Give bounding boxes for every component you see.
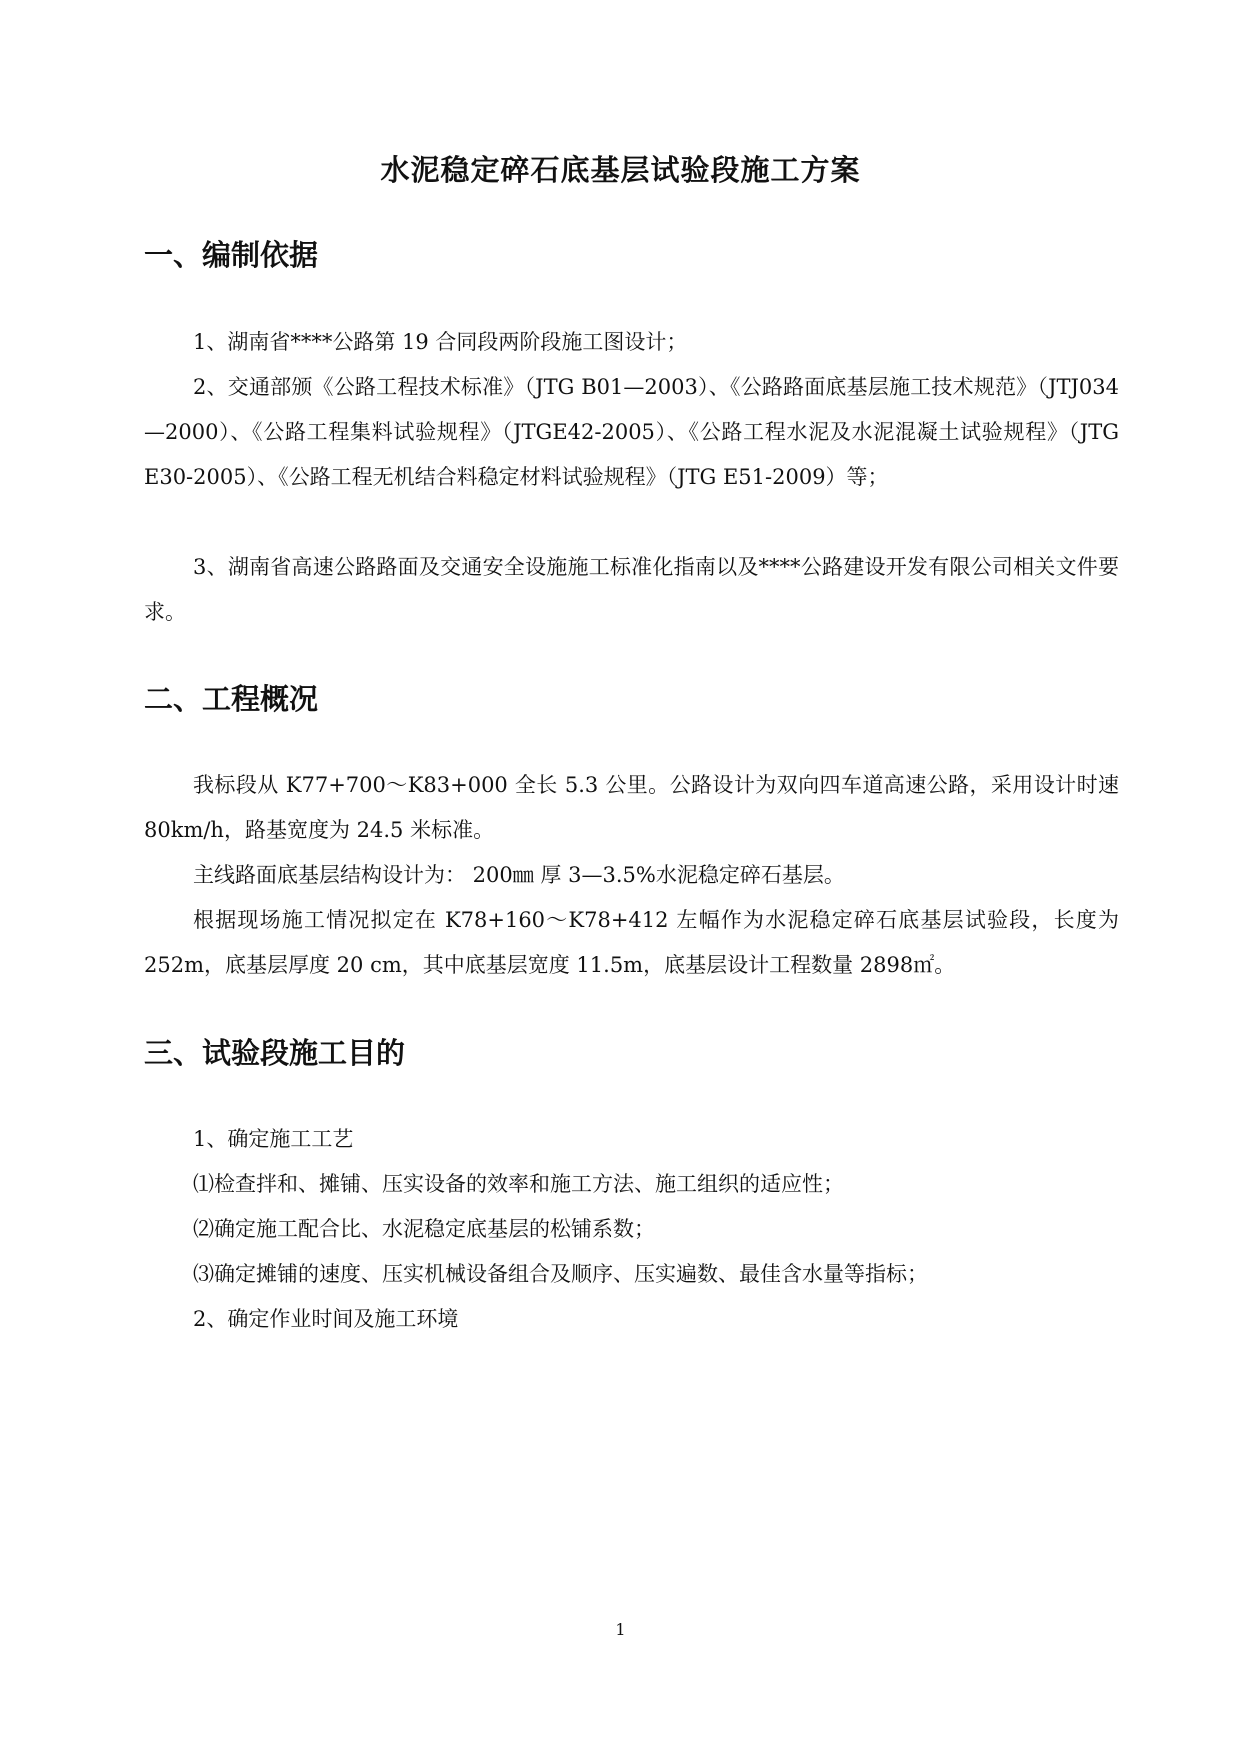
section-heading-overview: 二、工程概况 bbox=[144, 682, 319, 716]
document-title: 水泥稳定碎石底基层试验段施工方案 bbox=[380, 153, 861, 187]
section-heading-basis: 一、编制依据 bbox=[144, 238, 319, 272]
overview-paragraph-2: 主线路面底基层结构设计为： 200㎜ 厚 3—3.5%水泥稳定碎石基层。 bbox=[193, 863, 845, 887]
overview-paragraph-1: 我标段从 K77+700～K83+000 全长 5.3 公里。公路设计为双向四车道高速公路，采用设计时速 80km/h，路基宽度为 24.5 米标准。 bbox=[144, 773, 1119, 842]
basis-item-2: 2、交通部颁《公路工程技术标准》（JTG B01—2003）、《公路路面底基层施工技术规范》（JTJ034—2000）、《公路工程集料试验规程》（JTGE42-2005）、《公路工程水泥及水泥混凝土试验规程》（JTG E30-2005）、《公路工程无机结合料稳定材料试验规程》（JTG E51-2009）等； bbox=[144, 375, 1119, 489]
section-heading-purpose: 三、试验段施工目的 bbox=[144, 1036, 406, 1070]
purpose-item-1: 1、确定施工工艺 bbox=[193, 1127, 354, 1151]
basis-item-3: 3、湖南省高速公路路面及交通安全设施施工标准化指南以及****公路建设开发有限公司相关文件要求。 bbox=[144, 555, 1119, 624]
basis-item-1: 1、湖南省****公路第 19 合同段两阶段施工图设计； bbox=[193, 330, 688, 354]
purpose-subitem-3: ⑶确定摊铺的速度、压实机械设备组合及顺序、压实遍数、最佳含水量等指标； bbox=[193, 1262, 928, 1286]
purpose-subitem-1: ⑴检查拌和、摊铺、压实设备的效率和施工方法、施工组织的适应性； bbox=[193, 1172, 844, 1196]
purpose-subitem-2: ⑵确定施工配合比、水泥稳定底基层的松铺系数； bbox=[193, 1217, 655, 1241]
purpose-item-2: 2、确定作业时间及施工环境 bbox=[193, 1307, 459, 1331]
page-number: 1 bbox=[615, 1620, 626, 1639]
overview-paragraph-3: 根据现场施工情况拟定在 K78+160～K78+412 左幅作为水泥稳定碎石底基层试验段，长度为 252m，底基层厚度 20 cm，其中底基层宽度 11.5m，底基层设计工程数量 2898㎡。 bbox=[144, 908, 1119, 977]
